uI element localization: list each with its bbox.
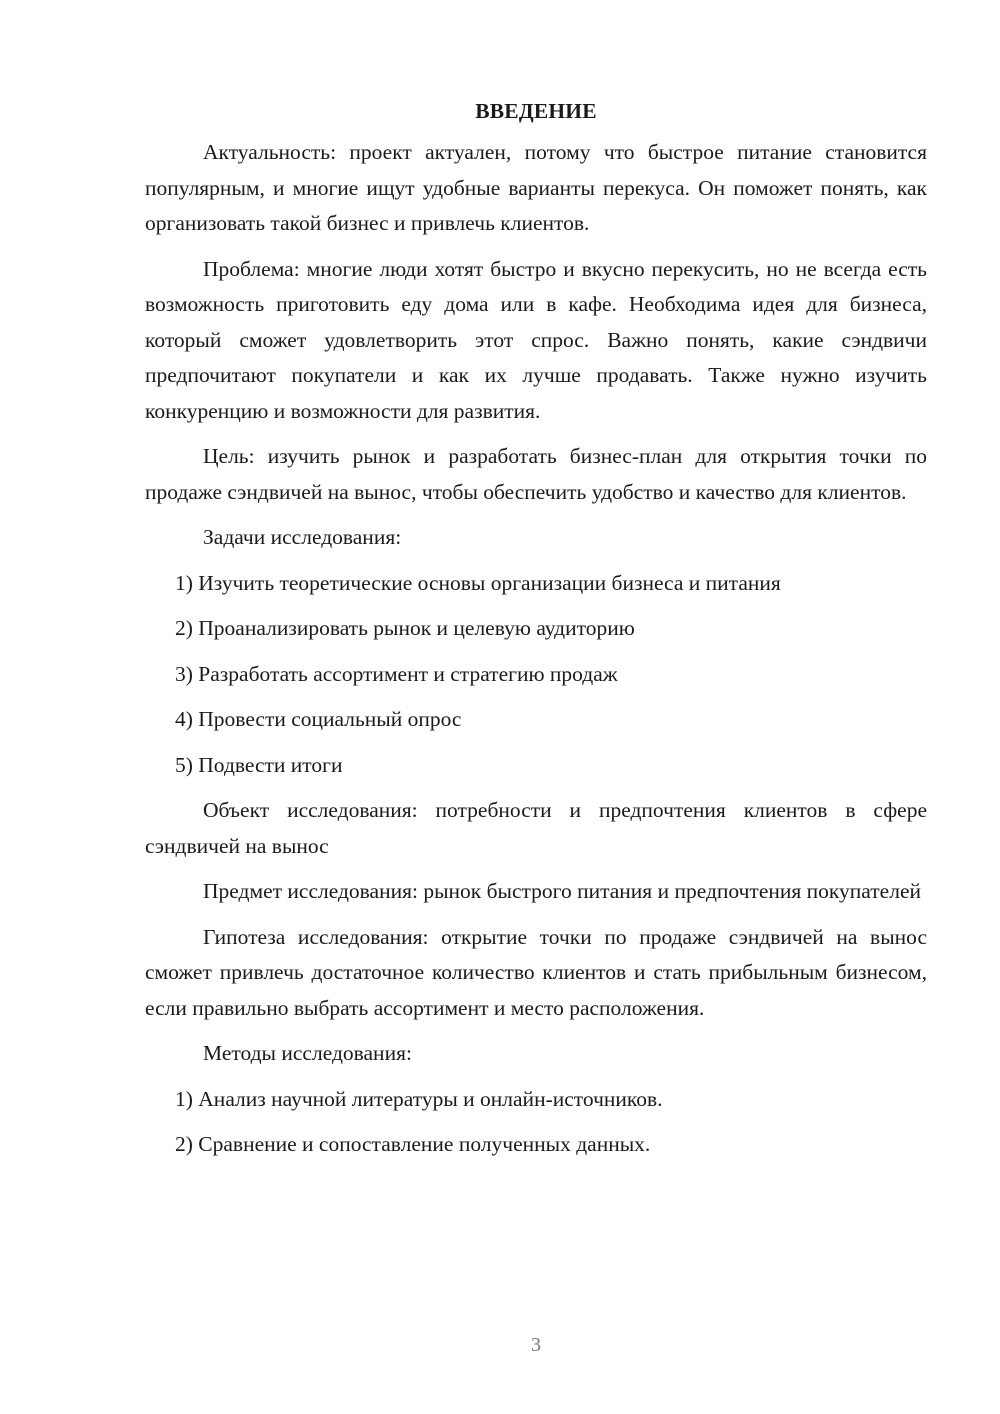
list-item: 5) Подвести итоги [175, 752, 343, 777]
problem-paragraph: Проблема: многие люди хотят быстро и вкусно перекусить, но не всегда есть возможность приготовить еду дома или в кафе. Необходима идея для бизнеса, который сможет удовлетворить этот спрос. Важно понять, какие сэндвичи предпочитают покупатели и как их лучше продавать. Также нужно изучить конкуренцию и возможности для развития. [145, 256, 927, 423]
list-item: 1) Анализ научной литературы и онлайн-источников. [175, 1086, 663, 1111]
page-title: ВВЕДЕНИЕ [475, 99, 597, 123]
page-number: 3 [531, 1334, 541, 1356]
relevance-paragraph: Актуальность: проект актуален, потому что быстрое питание становится популярным, и многие ищут удобные варианты перекуса. Он поможет понять, как организовать такой бизнес и привлечь клиентов. [145, 140, 927, 235]
methods-list [145, 1082, 927, 1163]
tasks-heading: Задачи исследования: [203, 525, 402, 549]
list-item: 2) Проанализировать рынок и целевую аудиторию [175, 616, 635, 640]
list-item: 2) Сравнение и сопоставление полученных данных. [175, 1132, 651, 1156]
tasks-list [145, 566, 927, 784]
list-item: 1) Изучить теоретические основы организации бизнеса и питания [175, 570, 781, 595]
subject-paragraph: Предмет исследования: рынок быстрого питания и предпочтения покупателей [203, 879, 921, 903]
document-page [145, 96, 927, 1173]
list-item: 3) Разработать ассортимент и стратегию продаж [175, 661, 618, 686]
methods-heading: Методы исследования: [203, 1041, 412, 1065]
hypothesis-paragraph: Гипотеза исследования: открытие точки по продаже сэндвичей на вынос сможет привлечь достаточное количество клиентов и стать прибыльным бизнесом, если правильно выбрать ассортимент и место расположения. [145, 924, 927, 1020]
goal-paragraph: Цель: изучить рынок и разработать бизнес-план для открытия точки по продаже сэндвичей на вынос, чтобы обеспечить удобство и качество для клиентов. [145, 444, 927, 504]
list-item: 4) Провести социальный опрос [175, 707, 462, 731]
object-paragraph: Объект исследования: потребности и предпочтения клиентов в сфере сэндвичей на вынос [145, 798, 927, 858]
